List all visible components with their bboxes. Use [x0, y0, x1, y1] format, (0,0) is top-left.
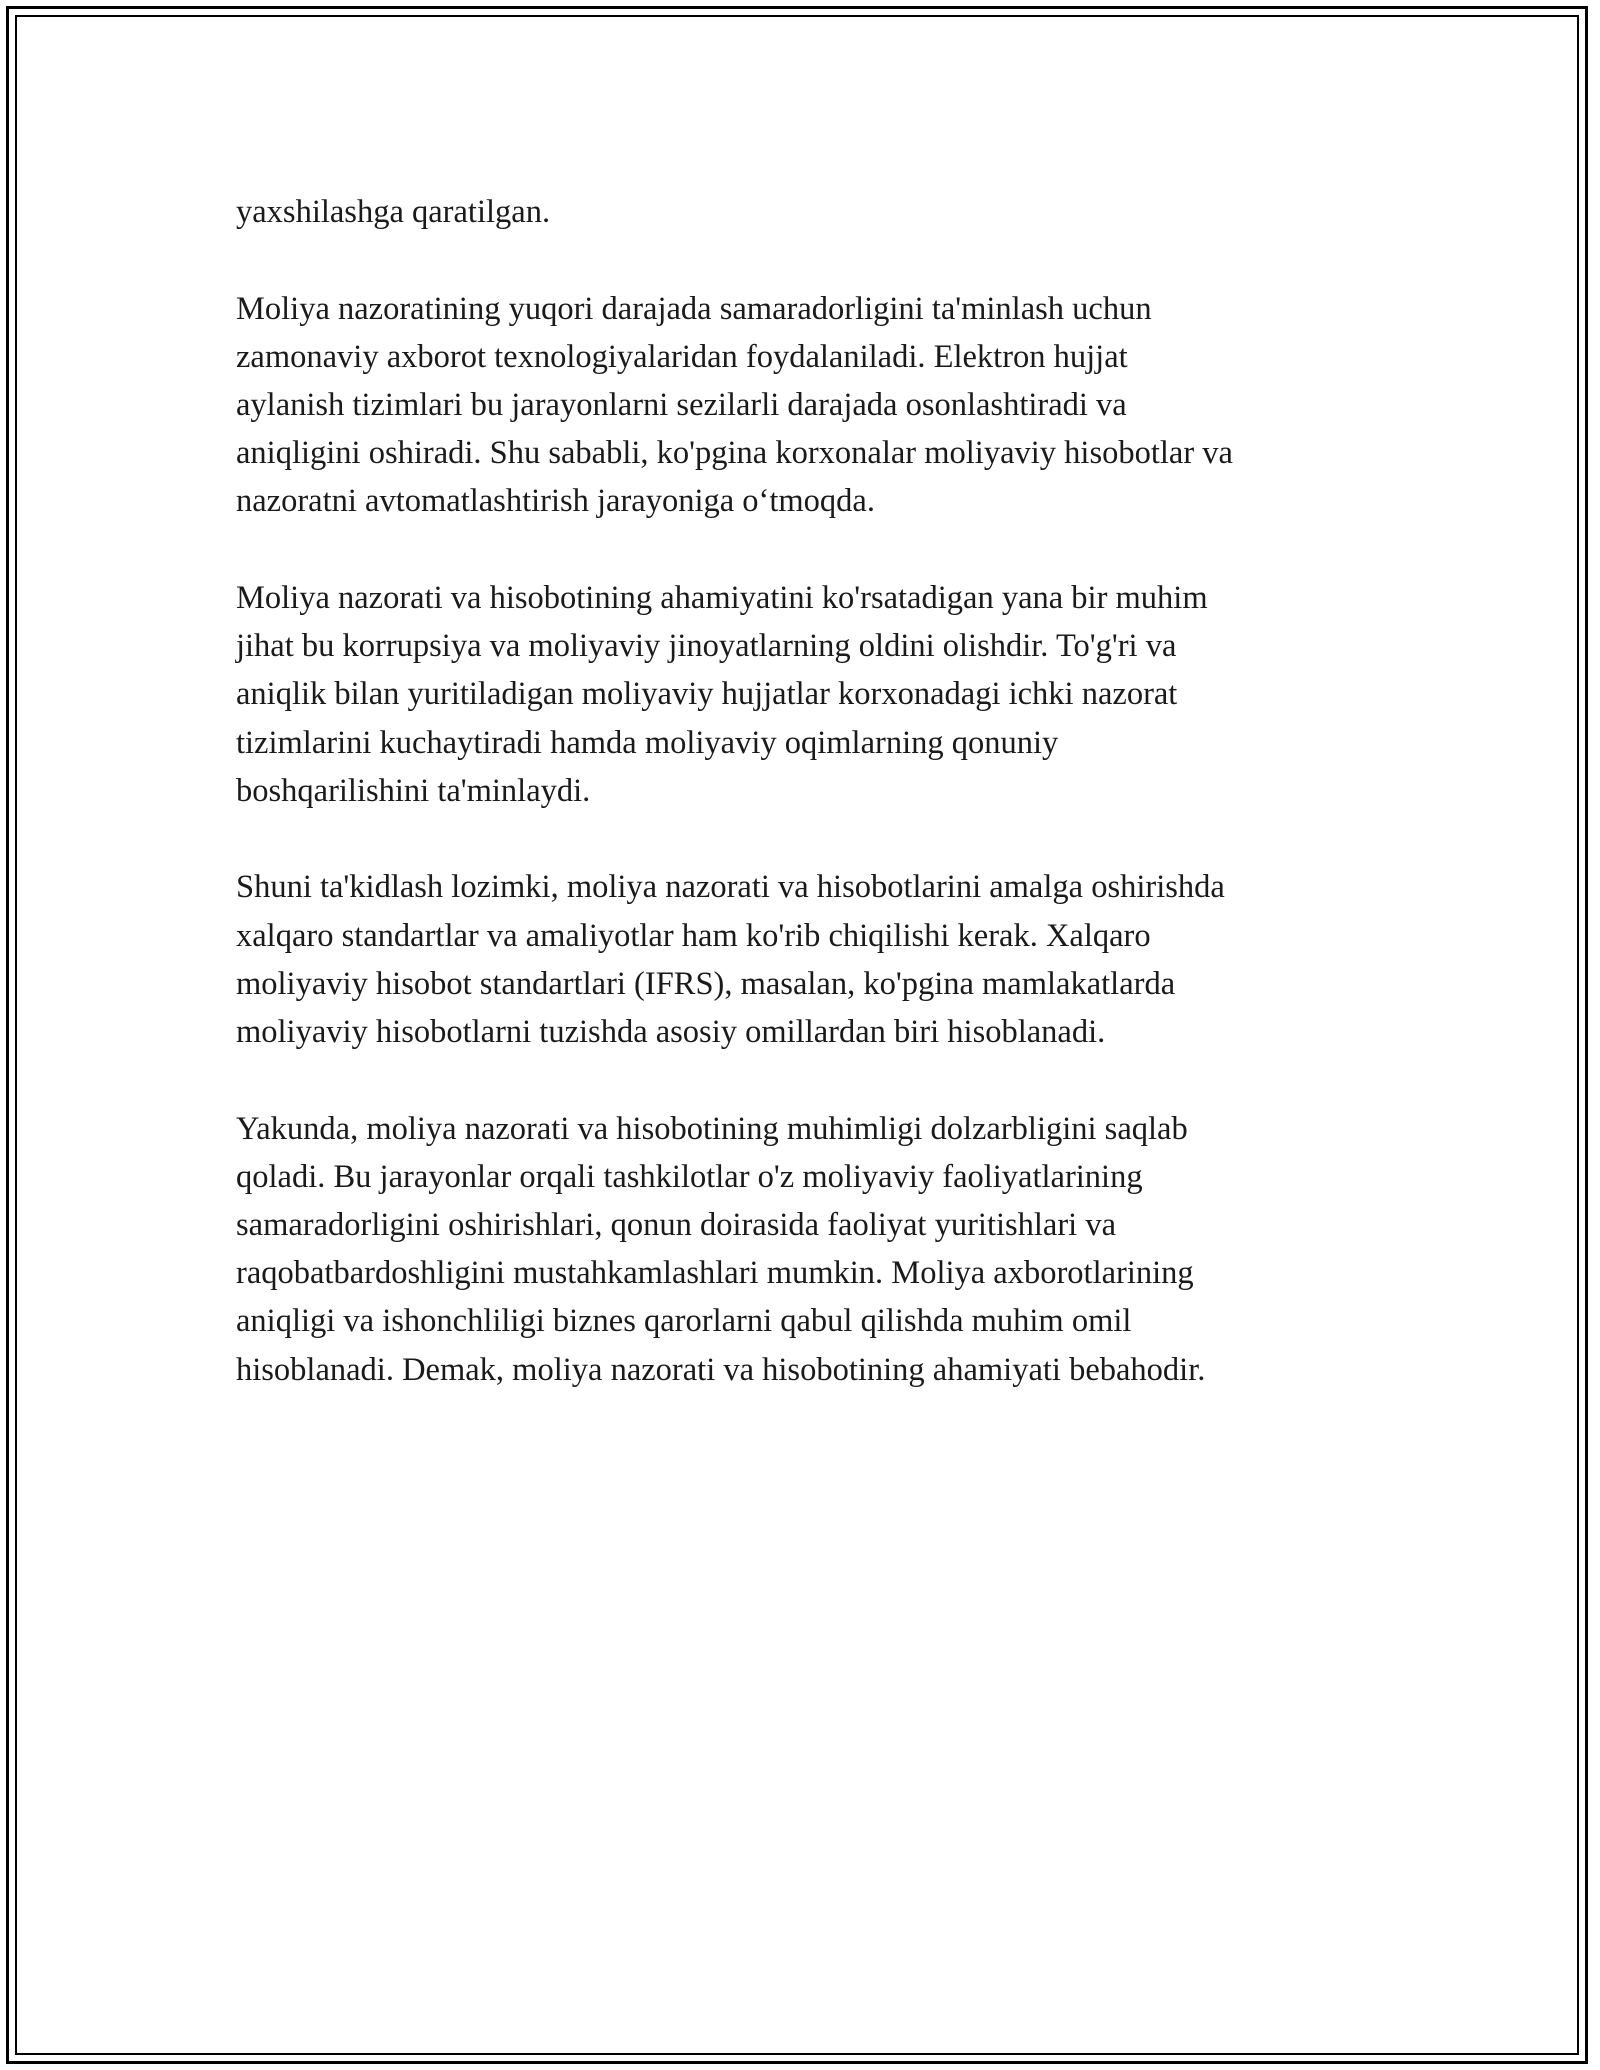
document-body: [236, 188, 1376, 1442]
text-line: moliyaviy hisobotlarni tuzishda asosiy omillardan biri hisoblanadi.: [236, 1014, 1106, 1051]
text-line: Moliya nazoratining yuqori darajada samaradorligini ta'minlash uchun: [236, 290, 1152, 327]
text-line: tizimlarini kuchaytiradi hamda moliyaviy oqimlarning qonuniy: [236, 724, 1059, 761]
text-line: xalqaro standartlar va amaliyotlar ham ko'rib chiqilishi kerak. Xalqaro: [236, 917, 1151, 954]
text-line: aniqligini oshiradi. Shu sababli, ko'pgina korxonalar moliyaviy hisobotlar va: [236, 435, 1233, 472]
text-line: Moliya nazorati va hisobotining ahamiyatini ko'rsatadigan yana bir muhim: [236, 580, 1208, 616]
text-line: samaradorligini oshirishlari, qonun doirasida faoliyat yuritishlari va: [236, 1207, 1117, 1244]
paragraph-5: [236, 1105, 1376, 1394]
text-line: boshqarilishini ta'minlaydi.: [236, 772, 591, 809]
text-line: moliyaviy hisobot standartlari (IFRS), masalan, ko'pgina mamlakatlarda: [236, 965, 1176, 1002]
text-line: raqobatbardoshligini mustahkamlashlari mumkin. Moliya axborotlarining: [236, 1255, 1194, 1292]
paragraph-2: [236, 285, 1376, 526]
text-line: jihat bu korrupsiya va moliyaviy jinoyatlarning oldini olishdir. To'g'ri va: [236, 628, 1177, 665]
text-line: aniqlik bilan yuritiladigan moliyaviy hujjatlar korxonadagi ichki nazorat: [236, 676, 1178, 713]
text-line: qoladi. Bu jarayonlar orqali tashkilotlar o'z moliyaviy faoliyatlarining: [236, 1158, 1143, 1195]
text-line: Yakunda, moliya nazorati va hisobotining muhimligi dolzarbligini saqlab: [236, 1110, 1188, 1147]
text-line: aniqligi va ishonchliligi biznes qarorlarni qabul qilishda muhim omil: [236, 1303, 1132, 1340]
text-line: yaxshilashga qaratilgan.: [236, 194, 551, 230]
paragraph-1: [236, 188, 1376, 236]
text-line: nazoratni avtomatlashtirish jarayoniga o‘tmoqda.: [236, 483, 875, 520]
text-line: Shuni ta'kidlash lozimki, moliya nazorati va hisobotlarini amalga oshirishda: [236, 869, 1225, 906]
text-line: zamonaviy axborot texnologiyalaridan foydalaniladi. Elektron hujjat: [236, 338, 1128, 375]
paragraph-4: [236, 863, 1376, 1056]
text-line: aylanish tizimlari bu jarayonlarni sezilarli darajada osonlashtiradi va: [236, 387, 1127, 423]
paragraph-3: [236, 574, 1376, 815]
text-line: hisoblanadi. Demak, moliya nazorati va hisobotining ahamiyati bebahodir.: [236, 1351, 1206, 1388]
